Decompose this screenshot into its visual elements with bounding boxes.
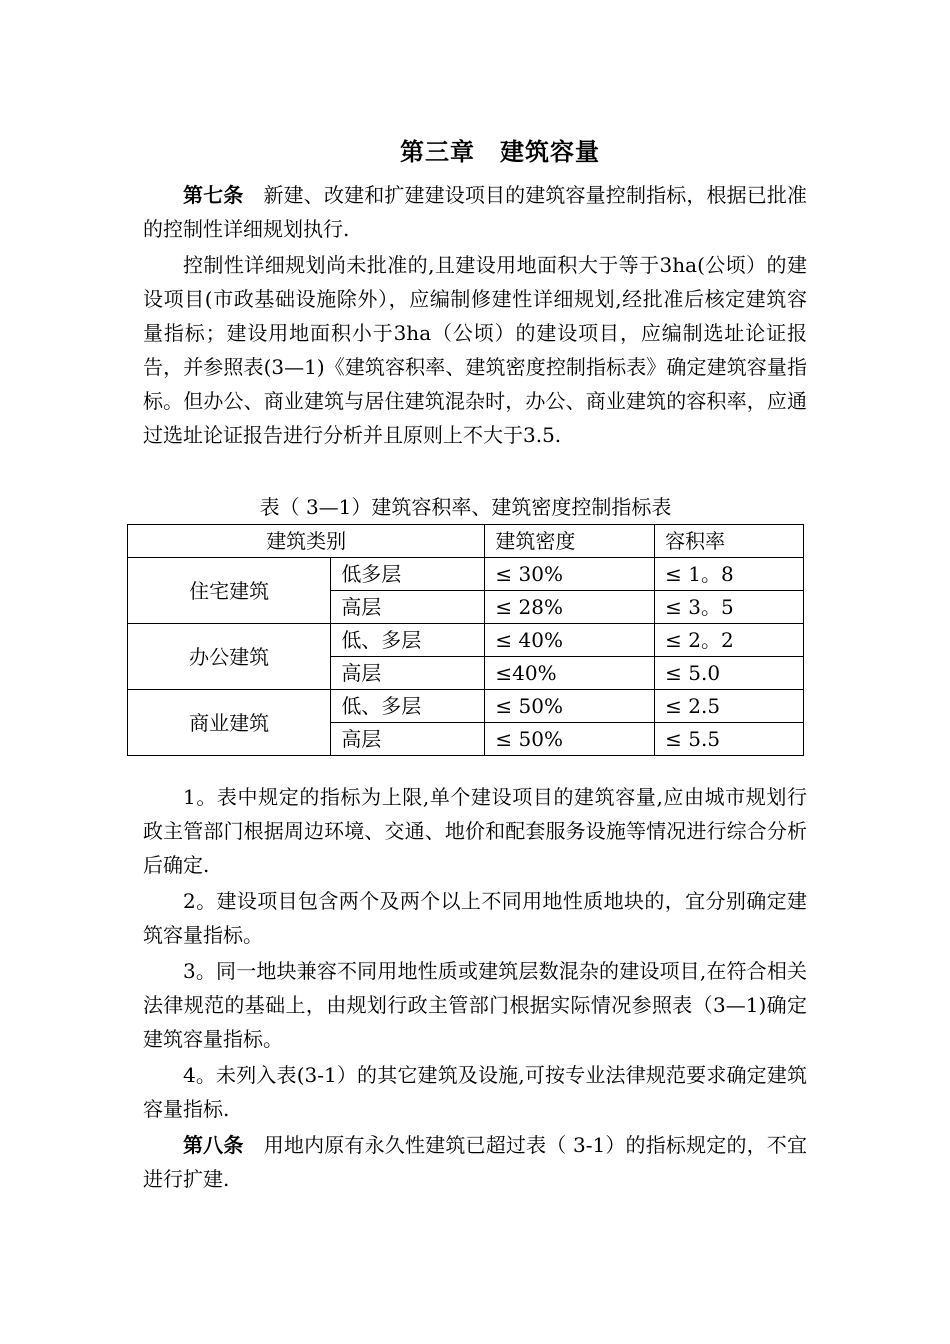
- density-cell: ≤ 28%: [485, 591, 655, 624]
- note-1: 1。表中规定的指标为上限,单个建设项目的建筑容量,应由城市规划行政主管部门根据周边环境、交通、地价和配套服务设施等情况进行综合分析后确定.: [143, 785, 807, 877]
- group-name-commercial: 商业建筑: [128, 690, 331, 756]
- table-caption: 表（ 3—1）建筑容积率、建筑密度控制指标表: [259, 495, 672, 519]
- far-cell: ≤ 2.5: [655, 690, 804, 723]
- header-category: 建筑类别: [128, 525, 485, 558]
- note-4: 4。未列入表(3-1）的其它建筑及设施,可按专业法律规范要求确定建筑容量指标.: [143, 1063, 807, 1121]
- article-8-text: 用地内原有永久性建筑已超过表（ 3-1）的指标规定的，不宜进行扩建.: [143, 1133, 807, 1191]
- floors-cell: 高层: [331, 591, 485, 624]
- group-name-office: 办公建筑: [128, 624, 331, 690]
- header-far: 容积率: [655, 525, 804, 558]
- floors-cell: 高层: [331, 657, 485, 690]
- far-cell: ≤ 5.5: [655, 723, 804, 756]
- article-8-label: 第八条: [183, 1133, 244, 1157]
- note-3: 3。同一地块兼容不同用地性质或建筑层数混杂的建设项目,在符合相关法律规范的基础上，由规划行政主管部门根据实际情况参照表（3—1)确定建筑容量指标。: [143, 959, 807, 1051]
- floors-cell: 高层: [331, 723, 485, 756]
- far-cell: ≤ 2。2: [655, 624, 804, 657]
- article-7-paragraph-2: 控制性详细规划尚未批准的,且建设用地面积大于等于3ha(公顷）的建设项目(市政基础设施除外），应编制修建性详细规划,经批准后核定建筑容量指标；建设用地面积小于3ha（公顷）的建设项目，应编制选址论证报告，并参照表(3—1)《建筑容积率、建筑密度控制指标表》确定建筑容量指标。但办公、商业建筑与居住建筑混杂时，办公、商业建筑的容积率，应通过选址论证报告进行分析并且原则上不大于3.5.: [143, 253, 807, 447]
- density-cell: ≤ 50%: [485, 723, 655, 756]
- far-cell: ≤ 3。5: [655, 591, 804, 624]
- table-row: [128, 558, 804, 591]
- floors-cell: 低、多层: [331, 624, 485, 657]
- note-2: 2。建设项目包含两个及两个以上不同用地性质地块的，宜分别确定建筑容量指标。: [143, 889, 807, 947]
- far-cell: ≤ 5.0: [655, 657, 804, 690]
- table-row: [128, 690, 804, 723]
- density-cell: ≤ 50%: [485, 690, 655, 723]
- density-cell: ≤40%: [485, 657, 655, 690]
- floors-cell: 低多层: [331, 558, 485, 591]
- article-7-paragraph: [143, 178, 807, 246]
- table-row: [128, 624, 804, 657]
- building-capacity-table: [127, 524, 804, 756]
- floors-cell: 低、多层: [331, 690, 485, 723]
- header-density: 建筑密度: [485, 525, 655, 558]
- article-7-text: 新建、改建和扩建建设项目的建筑容量控制指标，根据已批准的控制性详细规划执行.: [143, 183, 808, 241]
- chapter-title: 第三章 建筑容量: [400, 138, 600, 166]
- table-header-row: [128, 525, 804, 558]
- density-cell: ≤ 30%: [485, 558, 655, 591]
- density-cell: ≤ 40%: [485, 624, 655, 657]
- far-cell: ≤ 1。8: [655, 558, 804, 591]
- article-8-paragraph: [143, 1128, 807, 1196]
- group-name-residential: 住宅建筑: [128, 558, 331, 624]
- article-7-label: 第七条: [183, 183, 244, 207]
